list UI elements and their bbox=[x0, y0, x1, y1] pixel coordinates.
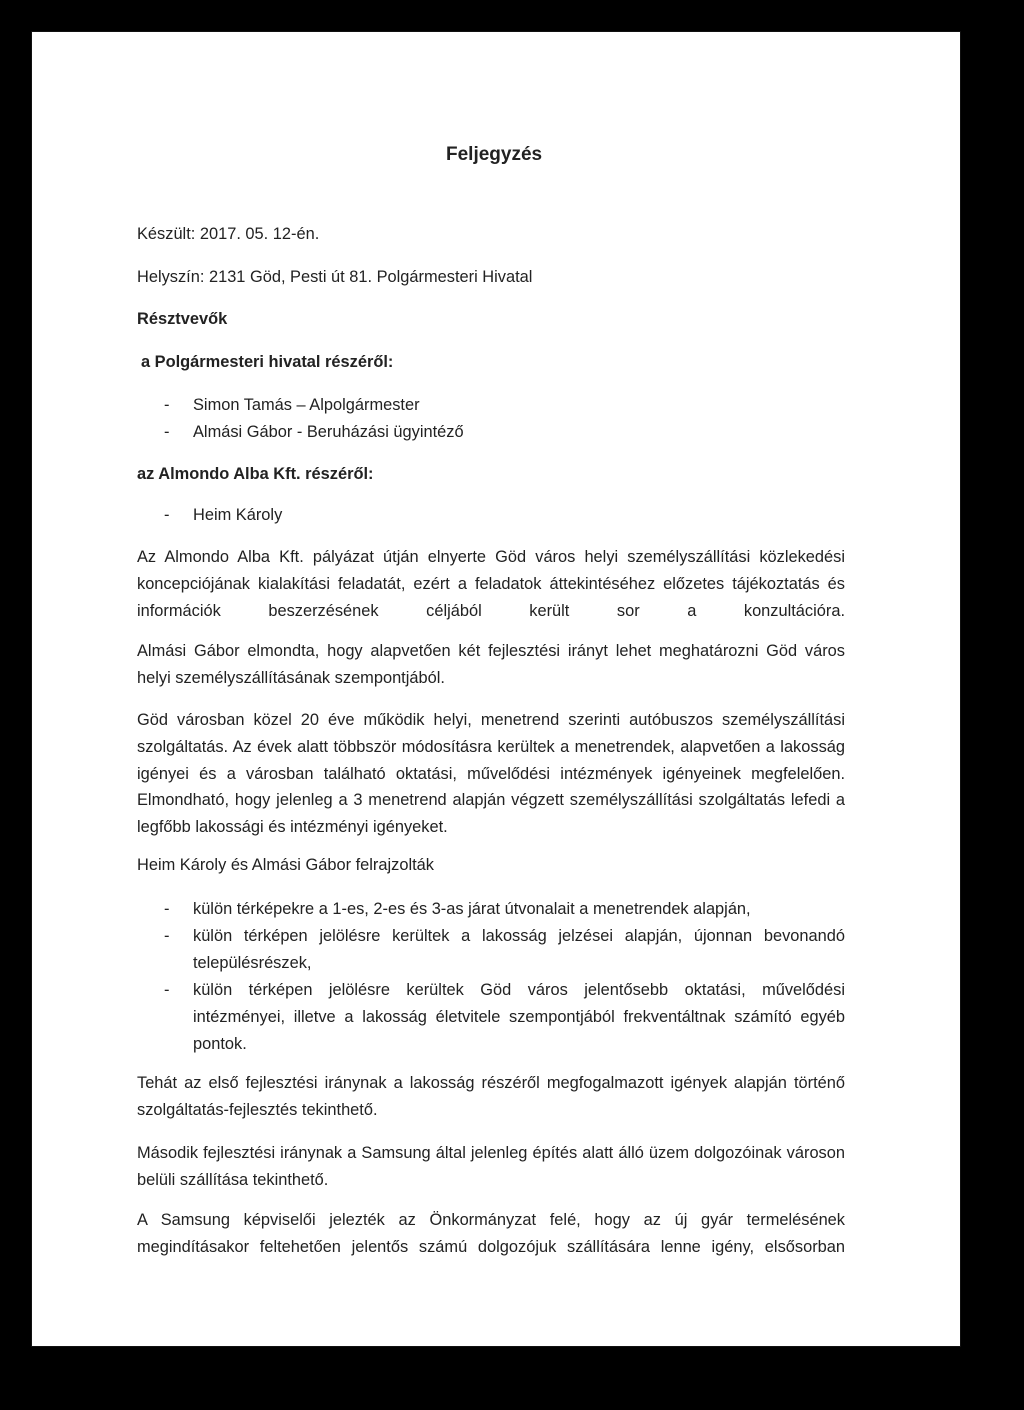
bullet-marker: - bbox=[164, 396, 170, 414]
paragraph-first-direction: Tehát az első fejlesztési iránynak a lakosság részéről megfogalmazott igények alapján történő szolgáltatás-fejlesztés tekinthető. bbox=[137, 1074, 845, 1119]
paragraph-samsung: A Samsung képviselői jelezték az Önkormányzat felé, hogy az új gyár termelésének megindításakor feltehetően jelentős számú dolgozójuk szállítására lenne igény, elsősorban bbox=[137, 1211, 845, 1256]
map-list-item: külön térképen jelölésre kerültek a lakosság jelzései alapján, újonnan bevonandó településrészek, bbox=[193, 927, 845, 972]
participants-heading: Résztvevők bbox=[137, 310, 228, 328]
map-list-item: külön térképekre a 1-es, 2-es és 3-as járat útvonalait a menetrendek alapján, bbox=[193, 900, 751, 918]
participant-item: Almási Gábor - Beruházási ügyintéző bbox=[193, 423, 464, 441]
paragraph-bus-service: Göd városban közel 20 éve működik helyi, menetrend szerinti autóbuszos személyszállítási szolgáltatás. Az évek alatt többször módosításra kerültek a menetrendek, alapvetően a lakosság igényei és a városban található oktatási, művelődési intézmények igényeinek megfelelően. Elmondható, hogy jelenleg a 3 menetrend alapján végzett személyszállítási szolgáltatás lefedi a legfőbb lakossági és intézményi igényeket. bbox=[137, 711, 845, 837]
date-line: Készült: 2017. 05. 12-én. bbox=[137, 225, 320, 243]
group2-heading: az Almondo Alba Kft. részéről: bbox=[137, 465, 374, 483]
participant-item: Simon Tamás – Alpolgármester bbox=[193, 396, 420, 414]
location-line: Helyszín: 2131 Göd, Pesti út 81. Polgármesteri Hivatal bbox=[137, 268, 533, 286]
bullet-marker: - bbox=[164, 981, 170, 999]
participant-item: Heim Károly bbox=[193, 506, 283, 524]
bullet-marker: - bbox=[164, 423, 170, 441]
paragraph-directions: Almási Gábor elmondta, hogy alapvetően két fejlesztési irányt lehet meghatározni Göd város helyi személyszállításának szempontjából. bbox=[137, 642, 845, 687]
bullet-marker: - bbox=[164, 900, 170, 918]
paragraph-maps-intro: Heim Károly és Almási Gábor felrajzolták bbox=[137, 856, 434, 874]
map-list-item: külön térképen jelölésre kerültek Göd város jelentősebb oktatási, művelődési intézményei, illetve a lakosság életvitele szempontjából frekventáltnak számító egyéb pontok. bbox=[193, 981, 845, 1053]
bullet-marker: - bbox=[164, 927, 170, 945]
document-title: Feljegyzés bbox=[446, 144, 543, 165]
paragraph-second-direction: Második fejlesztési iránynak a Samsung által jelenleg építés alatt álló üzem dolgozóinak városon belüli szállítása tekinthető. bbox=[137, 1144, 845, 1189]
paragraph-intro: Az Almondo Alba Kft. pályázat útján elnyerte Göd város helyi személyszállítási közlekedési koncepciójának kialakítási feladatát, ezért a feladatok áttekintéséhez előzetes tájékoztatás és információk beszerzésének céljából került sor a konzultációra. bbox=[137, 548, 845, 620]
document-page bbox=[32, 32, 960, 1346]
bullet-marker: - bbox=[164, 506, 170, 524]
group1-heading: a Polgármesteri hivatal részéről: bbox=[141, 353, 394, 371]
